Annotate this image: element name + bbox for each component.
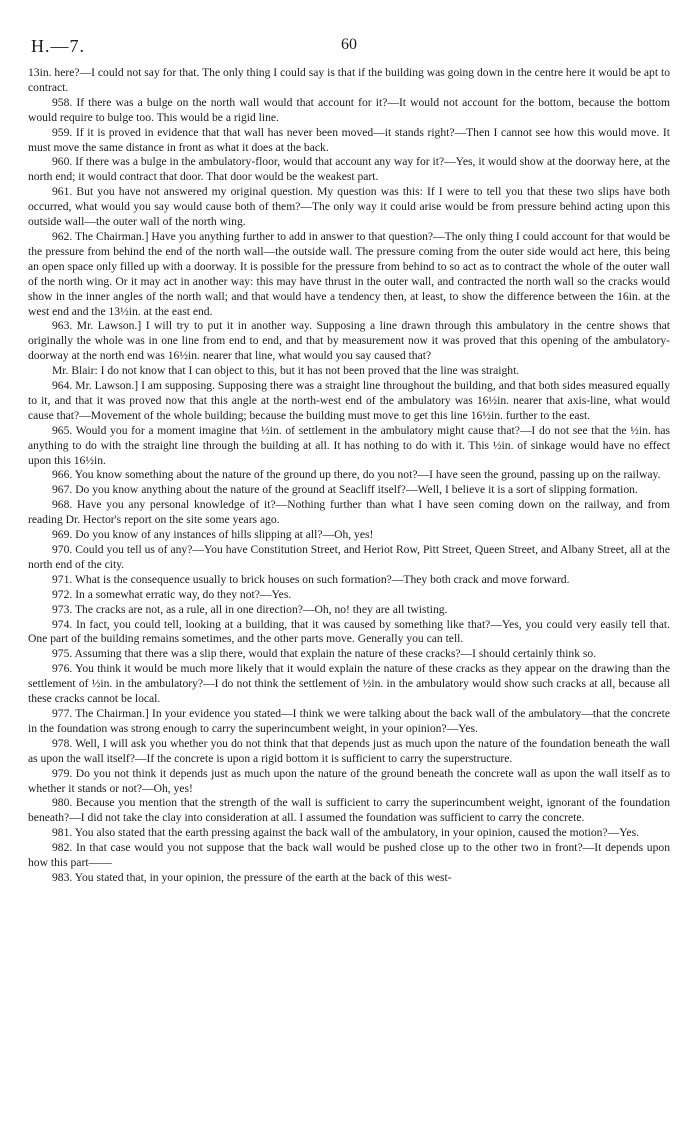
paragraph: 976. You think it would be much more likely that it would explain the nature of these cracks as they appear on the drawing than the settlement of ½in. in the ambulatory?—I do not think the settlement of ½in. in the ambulatory would show such cracks at all, because all these cracks cannot be local. <box>28 662 670 706</box>
page-number: 60 <box>341 36 357 53</box>
paragraph: 961. But you have not answered my original question. My question was this: If I were to tell you that these two slips have both occurred, what would you say would cause both of them?—The only way it could arise would be from pressure behind acting upon this outside wall—the outer wall of the north wing. <box>28 185 670 229</box>
paragraph: 13in. here?—I could not say for that. The only thing I could say is that if the building was going down in the centre here it would be apt to contract. <box>28 66 670 94</box>
paragraph: 963. Mr. Lawson.] I will try to put it in another way. Supposing a line drawn through this ambulatory in the centre shows that originally the whole was in one line from end to end, and that by measurement now it was proved that this opening of the ambulatory-doorway at the north end was 16½in. nearer that line, what would you say caused that? <box>28 319 670 363</box>
paragraph: 982. In that case would you not suppose that the back wall would be pushed close up to the other two in front?—It depends upon how this part—— <box>28 841 670 870</box>
paragraph: 983. You stated that, in your opinion, the pressure of the earth at the back of this west- <box>52 870 452 884</box>
paragraph: 971. What is the consequence usually to brick houses on such formation?—They both crack and move forward. <box>52 572 570 586</box>
paragraph: 973. The cracks are not, as a rule, all in one direction?—Oh, no! they are all twisting. <box>52 602 448 616</box>
paragraph: 970. Could you tell us of any?—You have Constitution Street, and Heriot Row, Pitt Street, Queen Street, and Albany Street, all at the north end of the city. <box>28 543 670 571</box>
page-header <box>28 36 670 66</box>
paragraph: Mr. Blair: I do not know that I can object to this, but it has not been proved that the line was straight. <box>52 364 520 378</box>
paragraph: 966. You know something about the nature of the ground up there, do you not?—I have seen the ground, passing up on the railway. <box>52 468 661 482</box>
paragraph: 975. Assuming that there was a slip there, would that explain the nature of these cracks?—I should certainly think so. <box>52 647 597 661</box>
paragraph: 960. If there was a bulge in the ambulatory-floor, would that account any way for it?—Yes, it would show at the doorway here, at the north end; it would contract that door. That door would be the weakest part. <box>28 155 670 184</box>
paragraph: 979. Do you not think it depends just as much upon the nature of the ground beneath the concrete wall as upon the wall itself as to whether it stands or not?—Oh, yes! <box>28 766 670 795</box>
paragraph: 962. The Chairman.] Have you anything further to add in answer to that question?—The only thing I could account for that would be the pressure from behind the end of the north wall—the outside wall. The pressure coming from the outer side would act here, this being an open space only filled up with a doorway. It is possible for the pressure from behind to so act as to contract the whole of the outer wall of the north wing. Or it may act in another way: this may have thrust in the outer wall, and contracted the north wall so the cracks would show in the inner angles of the north wall; and that would have a tendency then, at least, to show the difference between the 16in. at the west end and the 13½in. at the east end. <box>28 229 670 318</box>
paragraph: 959. If it is proved in evidence that that wall has never been moved—it stands right?—Then I cannot see how this would move. It must move the same distance in front as what it does at the back. <box>28 125 670 154</box>
paragraph: 981. You also stated that the earth pressing against the back wall of the ambulatory, in your opinion, caused the motion?—Yes. <box>52 826 639 840</box>
paragraph: 968. Have you any personal knowledge of it?—Nothing further than what I have seen coming down on the railway, and from reading Dr. Hector's report on the site some years ago. <box>28 498 670 527</box>
paragraph: 964. Mr. Lawson.] I am supposing. Supposing there was a straight line throughout the building, and that both sides measured equally to it, and that it was proved now that this angle at the north-west end of the ambulatory was 16½in. nearer that axis-line, what would cause that?—Movement of the whole building; because the building must move to get this line 16½in. further to the east. <box>28 379 670 422</box>
paragraph: 977. The Chairman.] In your evidence you stated—I think we were talking about the back wall of the ambulatory—that the concrete in the foundation was strong enough to carry the superincumbent weight, in your opinion?—Yes. <box>28 706 670 735</box>
paragraph: 965. Would you for a moment imagine that ½in. of settlement in the ambulatory might cause that?—I do not see that the ½in. has anything to do with the straight line through the building at all. It has nothing to do with it. This ½in. of sinkage would have no effect upon this 16½in. <box>28 423 670 467</box>
paragraph: 958. If there was a bulge on the north wall would that account for it?—It would not account for the bottom, because the bottom would require to bulge too. This would be a rigid line. <box>28 95 670 124</box>
paragraph: 978. Well, I will ask you whether you do not think that that depends just as much upon the nature of the foundation beneath the wall as upon the wall itself?—If the concrete is upon a rigid bottom it is sufficient to carry the superstructure. <box>28 736 670 765</box>
document-code: H.—7. <box>31 36 85 56</box>
paragraph: 969. Do you know of any instances of hills slipping at all?—Oh, yes! <box>52 528 374 542</box>
paragraph: 972. In a somewhat erratic way, do they not?—Yes. <box>52 587 292 601</box>
paragraph: 974. In fact, you could tell, looking at a building, that it was caused by something like that?—Yes, you could very easily tell that. One part of the building remains sometimes, and the other parts move. Generally you can tell. <box>28 617 670 646</box>
body-text <box>28 66 670 886</box>
paragraph: 967. Do you know anything about the nature of the ground at Seacliff itself?—Well, I believe it is a sort of slipping formation. <box>52 483 638 497</box>
paragraph: 980. Because you mention that the strength of the wall is sufficient to carry the superincumbent weight, ignorant of the foundation beneath?—I did not take the clay into consideration at all. I assumed the foundation was sufficient to carry the concrete. <box>28 796 670 825</box>
